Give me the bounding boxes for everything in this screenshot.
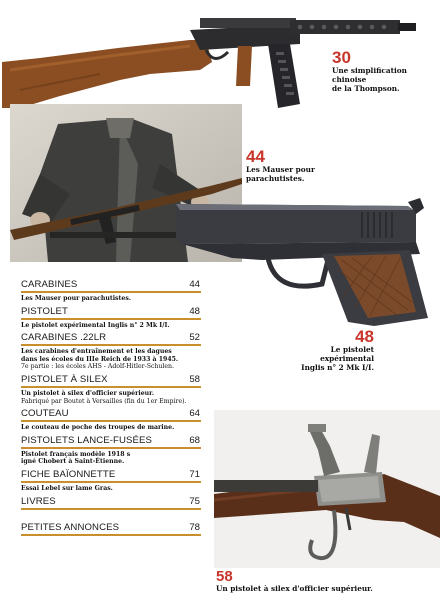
- callout-caption-line: expérimental: [320, 353, 374, 363]
- toc-divider-rule: [21, 291, 201, 293]
- toc-description: [21, 322, 201, 330]
- toc-page-number: 58: [189, 373, 200, 385]
- flintlock-pistol-photo: [214, 410, 440, 568]
- toc-section-title: COUTEAU: [21, 408, 69, 420]
- toc-section-title: FICHE BAÏONNETTE: [21, 468, 116, 480]
- toc-section-title: PISTOLETS LANCE-FUSÉES: [21, 434, 153, 446]
- callout-page-48: [290, 328, 374, 372]
- toc-divider-rule: [21, 344, 201, 346]
- toc-entry[interactable]: [21, 435, 201, 466]
- toc-section-title: PISTOLET: [21, 305, 69, 317]
- callout-page-58: [216, 569, 440, 594]
- callout-caption-line: Inglis n° 2 Mk I/I.: [301, 362, 374, 372]
- toc-description: [21, 348, 201, 371]
- toc-divider-rule: [21, 386, 201, 388]
- callout-caption-line: chinoise: [332, 74, 367, 84]
- toc-description-line: Le pistolet expérimental Inglis n° 2 Mk I/I.: [21, 321, 170, 329]
- toc-divider-rule: [21, 447, 201, 449]
- toc-heading-row: [21, 374, 201, 385]
- toc-divider-rule: [21, 481, 201, 483]
- toc-page-number: 48: [189, 305, 200, 317]
- toc-heading-row: [21, 522, 201, 533]
- toc-page-number: 44: [189, 279, 200, 290]
- toc-description-line: Les Mauser pour parachutistes.: [21, 295, 131, 302]
- callout-caption-line: parachutistes.: [246, 173, 305, 183]
- callout-caption-line: Les Mauser pour: [246, 165, 315, 174]
- toc-divider-rule: [21, 534, 201, 536]
- callout-page-number: 48: [355, 327, 374, 346]
- toc-description-line: igné Chobert à Saint-Étienne.: [21, 458, 125, 466]
- toc-divider-rule: [21, 420, 201, 422]
- toc-heading-row: [21, 435, 201, 446]
- toc-description: [21, 451, 201, 466]
- toc-entry[interactable]: [21, 279, 201, 303]
- toc-entry[interactable]: [21, 332, 201, 371]
- toc-entry[interactable]: [21, 306, 201, 330]
- toc-page-number: 71: [189, 468, 200, 480]
- toc-entry[interactable]: [21, 408, 201, 432]
- toc-section-title: CARABINES .22LR: [21, 332, 107, 344]
- toc-heading-row: [21, 306, 201, 317]
- toc-description: [21, 390, 201, 405]
- table-of-contents: [21, 279, 201, 546]
- toc-heading-row: [21, 332, 201, 343]
- toc-description: [21, 424, 201, 432]
- toc-section-title: PETITES ANNONCES: [21, 521, 120, 533]
- toc-section-title: LIVRES: [21, 495, 56, 507]
- toc-page-number: 68: [189, 434, 200, 446]
- toc-entry[interactable]: [21, 496, 201, 510]
- toc-description: [21, 485, 201, 493]
- toc-description-subline: 7e partie : les écoles AHS - Adolf-Hitler-Schulen.: [21, 363, 174, 371]
- toc-description-line: Le couteau de poche des troupes de marine.: [21, 424, 175, 432]
- toc-section-title: PISTOLET À SILEX: [21, 373, 108, 385]
- toc-heading-row: [21, 279, 201, 290]
- toc-page-number: 75: [189, 495, 200, 507]
- toc-entry[interactable]: [21, 522, 201, 536]
- toc-description-line: Un pistolet à silex d'officier supérieur.: [21, 389, 155, 397]
- toc-divider-rule: [21, 318, 201, 320]
- toc-page-number: 52: [189, 332, 200, 344]
- toc-divider-rule: [21, 508, 201, 510]
- callout-page-number: 44: [246, 147, 265, 166]
- toc-entry[interactable]: [21, 469, 201, 493]
- toc-description-line: Essai Lebel sur lame Gras.: [21, 484, 113, 492]
- callout-page-number: 30: [332, 48, 351, 67]
- callout-caption-line: Une simplification: [332, 66, 407, 75]
- callout-page-30: [332, 49, 440, 93]
- callout-page-44: [246, 148, 356, 184]
- callout-page-number: 58: [216, 568, 233, 585]
- toc-entry[interactable]: [21, 374, 201, 405]
- toc-section-title: CARABINES: [21, 279, 78, 290]
- toc-description-line: Les carabines d'entraînement et les dagues: [21, 348, 172, 356]
- toc-description-line: Pistolet français modèle 1918 s: [21, 450, 131, 458]
- pistol-photo: [172, 198, 440, 326]
- toc-description-line: dans les écoles du IIIe Reich de 1933 à 1945.: [21, 355, 179, 363]
- callout-caption-line: de la Thompson.: [332, 83, 400, 93]
- toc-description: [21, 295, 201, 303]
- toc-page-number: 64: [189, 408, 200, 420]
- toc-heading-row: [21, 469, 201, 480]
- toc-page-number: 78: [189, 521, 200, 533]
- toc-description-subline: Fabriqué par Boutet à Versailles (fin du 1er Empire).: [21, 397, 187, 405]
- callout-caption-line: Un pistolet à silex d'officier supérieur.: [216, 584, 373, 593]
- toc-heading-row: [21, 496, 201, 507]
- toc-heading-row: [21, 408, 201, 419]
- callout-caption-line: Le pistolet: [330, 345, 374, 354]
